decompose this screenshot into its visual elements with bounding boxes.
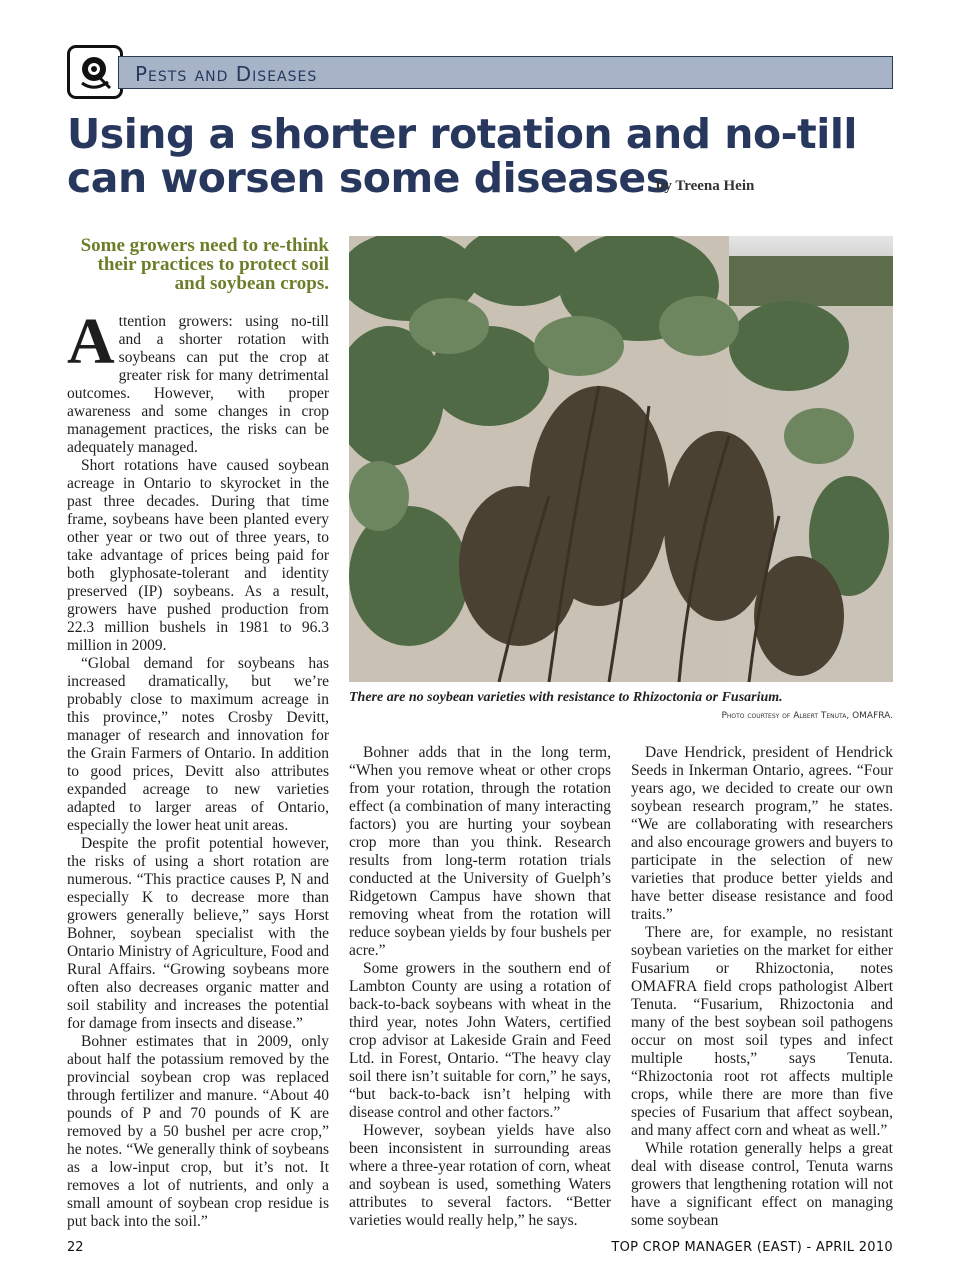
photo-image: [349, 236, 893, 682]
page-number: 22: [67, 1240, 84, 1255]
section-label: Pests and Diseases: [135, 62, 318, 86]
subhead: Some growers need to re-think their practices to protect soil and soybean crops.: [80, 235, 329, 294]
soybean-field-photo: [349, 236, 893, 682]
microscope-icon: [70, 48, 120, 96]
paragraph: Bohner adds that in the long term, “When you remove wheat or other crops from your rotation, through the rotation effect (a combination of many interacting factors) you are hurting your soybean crop more than you think. Research results from long-term rotation trials conducted at the University of Guelph’s Ridgetown Campus have shown that removing wheat from the rotation will reduce soybean yields by four bushels per acre.”: [349, 744, 611, 959]
article-title: Using a shorter rotation and no-till can worsen some diseases: [67, 110, 857, 202]
paragraph: While rotation generally helps a great deal with disease control, Tenuta warns growers that lengthening rotation will not have a significant effect on managing some soybean: [631, 1140, 893, 1229]
byline: by Treena Hein: [656, 178, 755, 194]
drop-cap: A: [67, 313, 115, 378]
paragraph: [67, 313, 329, 457]
paragraph: However, soybean yields have also been inconsistent in surrounding areas where a three-year rotation of corn, wheat and soybean is used, something Waters attributes to several factors. “Better varieties would really help,” he says.: [349, 1122, 611, 1229]
article-column-2: [349, 744, 611, 1234]
paragraph: Short rotations have caused soybean acreage in Ontario to skyrocket in the past three decades. During that time frame, soybeans have been planted every other year or two out of three years, to take advantage of prices being paid for both glyphosate-tolerant and identity preserved (IP) soybeans. As a result, growers have pushed production from 22.3 million bushels in 1981 to 96.3 million in 2009.: [67, 457, 329, 654]
section-icon-box: [67, 45, 123, 99]
paragraph: There are, for example, no resistant soybean varieties on the market for either Fusarium or Rhizoctonia, notes OMAFRA field crops pathologist Albert Tenuta. “Fusarium, Rhizoctonia and many of the best soybean soil pathogens occur on most soil types and infect multiple hosts,” says Tenuta. “Rhizoctonia root rot affects multiple crops, while there are more than five species of Fusarium that affect soybean, and many affect corn and wheat as well.”: [631, 924, 893, 1139]
paragraph: “Global demand for soybeans has increased dramatically, but we’re probably close to maximum acreage in this province,” notes Crosby Devitt, manager of research and innovation for the Grain Farmers of Ontario. In addition to good prices, Devitt also attributes expanded acreage to new varieties adapted to larger areas of Ontario, especially the lower heat unit areas.: [67, 655, 329, 834]
section-header-bar: [118, 56, 893, 89]
paragraph: Despite the profit potential however, the risks of using a short rotation are numerous. “This practice causes P, N and especially K to decrease more than growers generally believe,” says Horst Bohner, soybean specialist with the Ontario Ministry of Agriculture, Food and Rural Affairs. “Growing soybeans more often also decreases organic matter and soil stability and increases the potential for damage from insects and disease.”: [67, 835, 329, 1032]
photo-credit: Photo courtesy of Albert Tenuta, OMAFRA.: [721, 711, 893, 721]
article-column-3: [631, 744, 893, 1234]
photo-caption: There are no soybean varieties with resistance to Rhizoctonia or Fusarium.: [349, 690, 783, 705]
paragraph: Some growers in the southern end of Lambton County are using a rotation of back-to-back soybeans with wheat in the third year, notes John Waters, certified crop advisor at Lakeside Grain and Feed Ltd. in Forest, Ontario. “The heavy clay soil there isn’t suitable for corn,” he says, “but back-to-back isn’t helping with disease control and other factors.”: [349, 960, 611, 1121]
paragraph-text: ttention growers: using no-till and a shorter rotation with soybeans can put the crop at greater risk for many detrimental outcomes. However, with proper awareness and some changes in crop management practices, the risks can be adequately managed.: [67, 313, 329, 456]
article-column-1: [67, 313, 329, 1233]
paragraph: Bohner estimates that in 2009, only about half the potassium removed by the provincial soybean crop was replaced through fertilizer and manure. “About 40 pounds of P and 70 pounds of K are removed by a 50 bushel per acre crop,” he notes. “We generally think of soybeans as a low-input crop, but it’s not. It removes a lot of nutrients, and only a small amount of soybean crop residue is put back into the soil.”: [67, 1033, 329, 1230]
publication-footer: TOP CROP MANAGER (EAST) - APRIL 2010: [611, 1240, 893, 1255]
paragraph: Dave Hendrick, president of Hendrick Seeds in Inkerman Ontario, agrees. “Four years ago, we decided to create our own soybean research program,” he states. “We are collaborating with researchers and also encourage growers and buyers to participate in the selection of new varieties that produce better yields and have better disease resistance and food traits.”: [631, 744, 893, 923]
